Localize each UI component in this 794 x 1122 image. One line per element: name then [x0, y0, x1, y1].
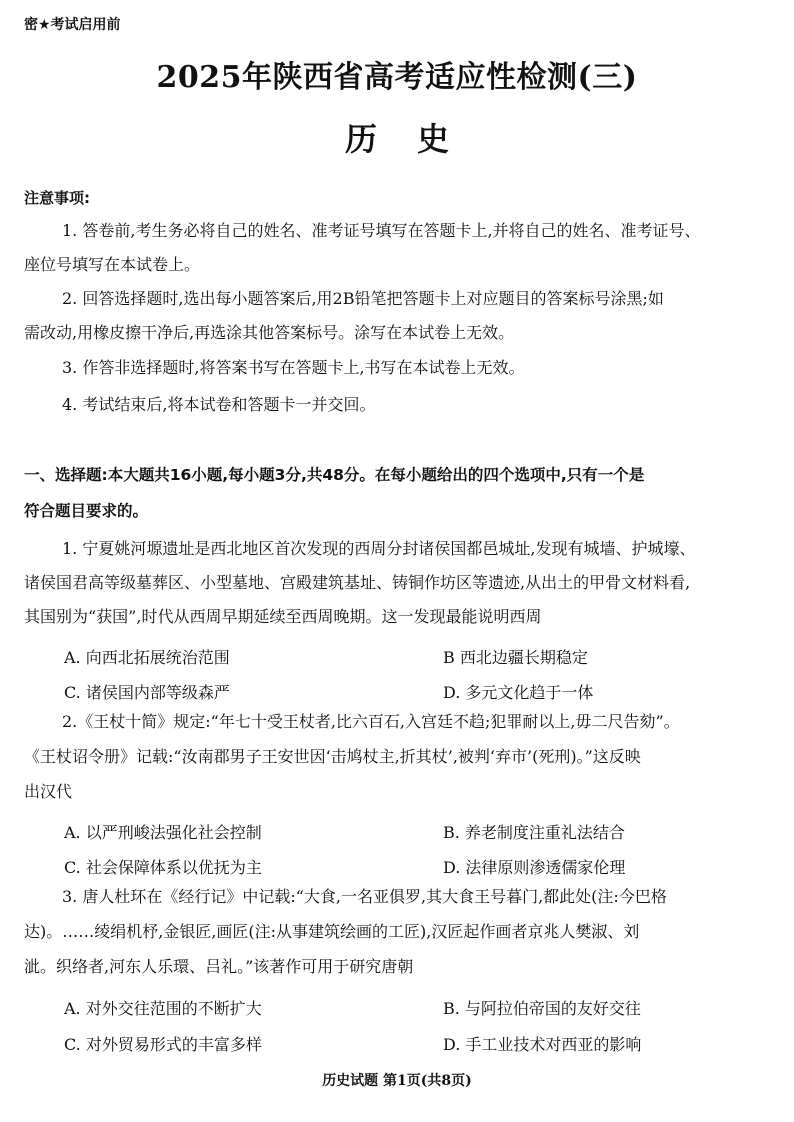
question-1-option-a: A. 向西北拓展统治范围 [64, 648, 230, 667]
page-footer: 历史试题 第1页(共8页) [322, 1073, 472, 1089]
section-heading-cont: 符合题目要求的。 [24, 502, 149, 520]
question-2-option-d: D. 法律原则渗透儒家伦理 [443, 858, 626, 877]
notice-item-1-cont: 座位号填写在本试卷上。 [24, 255, 201, 274]
question-3-option-a: A. 对外交往范围的不断扩大 [64, 999, 262, 1018]
subject-title: 历史 [344, 120, 489, 158]
question-1-stem: 1. 宁夏姚河塬遗址是西北地区首次发现的西周分封诸侯国都邑城址,发现有城墙、护城壕、 [62, 539, 696, 558]
question-2-stem-cont: 《王杖诏令册》记载:“汝南郡男子王安世因‘击鸠杖主,折其杖’,被判‘弃市’(死刑)。”这反映 [24, 747, 641, 766]
question-1-option-d: D. 多元文化趋于一体 [443, 683, 594, 702]
question-1-stem-cont: 诸侯国君高等级墓葬区、小型墓地、宫殿建筑基址、铸铜作坊区等遗迹,从出土的甲骨文材料看, [24, 573, 691, 592]
section-heading: 一、选择题:本大题共16小题,每小题3分,共48分。在每小题给出的四个选项中,只有一个是 [24, 466, 645, 484]
notice-item-3: 3. 作答非选择题时,将答案书写在答题卡上,书写在本试卷上无效。 [62, 358, 525, 377]
question-2-option-a: A. 以严刑峻法强化社会控制 [64, 823, 262, 842]
notice-item-4: 4. 考试结束后,将本试卷和答题卡一并交回。 [62, 395, 376, 414]
question-3-stem-cont: 达)。……绫绢机杼,金银匠,画匠(注:从事建筑绘画的工匠),汉匠起作画者京兆人樊淑、刘 [24, 922, 640, 941]
notice-item-2: 2. 回答选择题时,选出每小题答案后,用2B铅笔把答题卡上对应题目的答案标号涂黑;如 [62, 289, 664, 308]
question-3-option-b: B. 与阿拉伯帝国的友好交往 [443, 999, 641, 1018]
notice-item-2-cont: 需改动,用橡皮擦干净后,再选涂其他答案标号。涂写在本试卷上无效。 [24, 323, 515, 342]
notice-heading: 注意事项: [24, 189, 90, 207]
question-1-stem-cont: 其国别为“获国”,时代从西周早期延续至西周晚期。这一发现最能说明西周 [24, 607, 542, 626]
question-2-option-c: C. 社会保障体系以优抚为主 [64, 858, 262, 877]
question-3-stem: 3. 唐人杜环在《经行记》中记载:“大食,一名亚俱罗,其大食王号暮门,都此处(注:今巴格 [62, 887, 667, 906]
question-2-option-b: B. 养老制度注重礼法结合 [443, 823, 625, 842]
question-1-option-c: C. 诸侯国内部等级森严 [64, 683, 230, 702]
question-1-option-b: B 西北边疆长期稳定 [443, 648, 588, 667]
question-2-stem: 2.《王杖十简》规定:“年七十受王杖者,比六百石,入宫廷不趋;犯罪耐以上,毋二尺告劾”。 [62, 712, 680, 731]
exam-title: 2025年陕西省高考适应性检测(三) [156, 60, 638, 95]
question-3-stem-cont: 泚。织络者,河东人乐環、吕礼。”该著作可用于研究唐朝 [24, 957, 414, 976]
confidential-mark: 密★考试启用前 [24, 17, 121, 33]
notice-item-1: 1. 答卷前,考生务必将自己的姓名、准考证号填写在答题卡上,并将自己的姓名、准考证号、 [62, 221, 701, 240]
question-2-stem-cont: 出汉代 [24, 782, 73, 801]
question-3-option-c: C. 对外贸易形式的丰富多样 [64, 1035, 262, 1054]
question-3-option-d: D. 手工业技术对西亚的影响 [443, 1035, 642, 1054]
